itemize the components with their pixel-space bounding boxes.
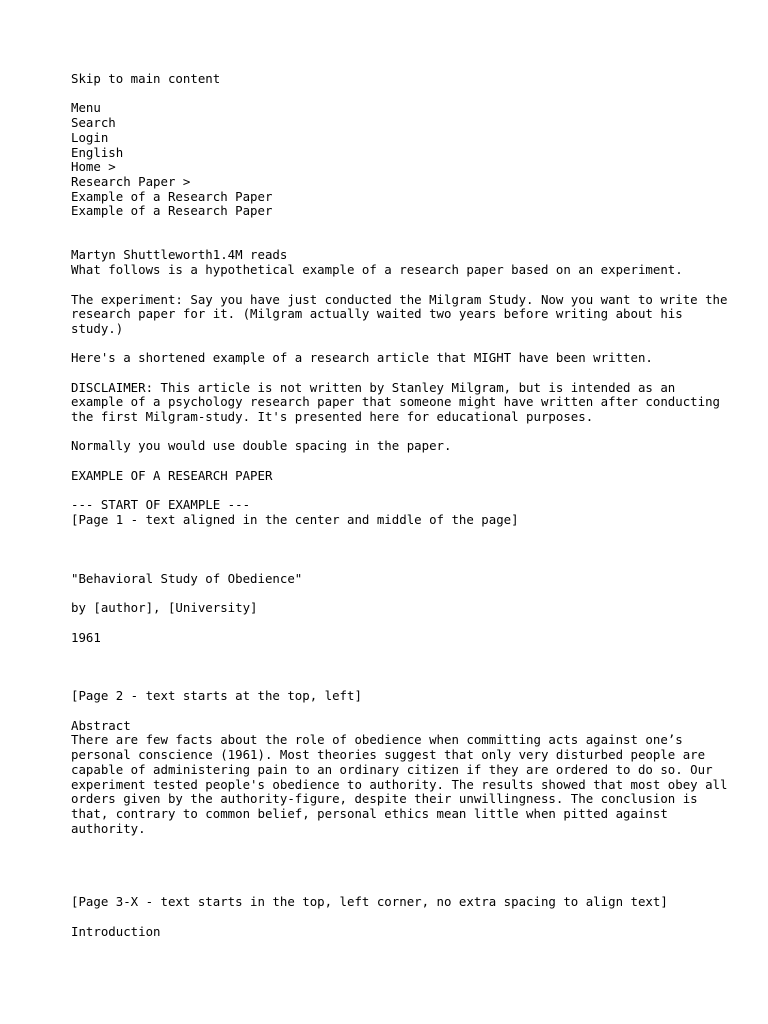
spacer [71,484,731,499]
spacer [71,87,731,102]
language-selector[interactable]: English [71,144,124,160]
spacer [71,366,731,381]
spacer [71,586,731,601]
spacer [71,616,731,631]
breadcrumb-research-paper[interactable]: Research Paper > [71,173,191,189]
intro-paragraph: What follows is a hypothetical example of a research paper based on an experiment. [71,262,683,278]
page-title: Example of a Research Paper [71,203,273,219]
read-count: 1.4M reads [212,247,288,263]
login-link[interactable]: Login [71,129,109,145]
spacer [71,704,731,719]
top-nav [71,101,731,160]
start-marker: --- START OF EXAMPLE --- [71,497,251,513]
menu-button[interactable]: Menu [71,100,101,116]
experiment-paragraph: The experiment: Say you have just conducted the Milgram Study. Now you want to write the research paper for it. (Milgram actually waited two years before writing about his study.) [71,291,735,336]
spacer [71,454,731,469]
disclaimer-paragraph: DISCLAIMER: This article is not written by Stanley Milgram, but is intended as an example of a psychology research paper that someone might have written after conducting the first Milgram-study. It's presented here for educational purposes. [71,379,728,425]
paper-year: 1961 [71,629,101,645]
spacing-note: Normally you would use double spacing in the paper. [71,438,452,454]
page3-note: [Page 3-X - text starts in the top, left corner, no extra spacing to align text] [71,894,668,910]
byline [71,248,731,263]
page-content [71,71,735,939]
example-heading: EXAMPLE OF A RESEARCH PAPER [71,467,273,483]
skip-to-main-link[interactable]: Skip to main content [71,71,221,86]
abstract-text: There are few facts about the role of obedience when committing acts against one’s personal conscience (1961). Most theories suggest that only very disturbed people are capable of administering pain to an ordinary citizen if they are ordered to do so. Our experiment tested people's obedience to authority. The results showed that most obey all orders given by the authority-figure, despite their unwillingness. The conclusion is that, contrary to common belief, personal ethics mean little when pitted against authority. [71,732,735,836]
introduction-heading: Introduction [71,923,161,939]
paper-title: "Behavioral Study of Obedience" [71,570,303,586]
spacer [71,278,731,293]
search-button[interactable]: Search [71,115,116,131]
breadcrumb [71,160,731,204]
breadcrumb-home[interactable]: Home > [71,159,116,175]
shortened-paragraph: Here's a shortened example of a research article that MIGHT have been written. [71,350,653,366]
paper-author: by [author], [University] [71,600,258,616]
breadcrumb-current: Example of a Research Paper [71,188,273,204]
spacer [71,425,731,440]
spacer [71,910,731,925]
abstract-heading: Abstract [71,717,131,733]
spacer [71,528,731,572]
spacer [71,337,731,352]
spacer [71,219,731,248]
author-link[interactable]: Martyn Shuttleworth [71,247,213,263]
page2-note: [Page 2 - text starts at the top, left] [71,688,362,704]
spacer [71,645,731,689]
spacer [71,836,731,895]
page1-note: [Page 1 - text aligned in the center and middle of the page] [71,511,519,527]
